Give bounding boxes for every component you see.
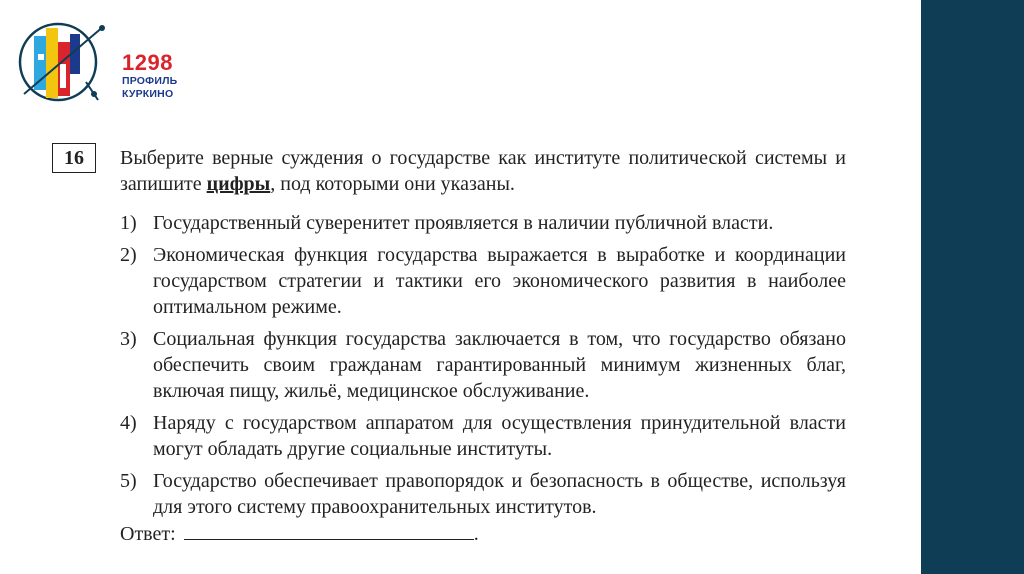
option-item	[120, 242, 846, 320]
option-text: Государственный суверенитет проявляется в наличии публичной власти.	[153, 212, 774, 234]
option-text: Наряду с государством аппаратом для осуществления принудительной власти могут обладать другие социальные институты.	[153, 412, 846, 460]
options-list	[120, 210, 846, 526]
logo-text	[122, 52, 177, 99]
question-emphasis: цифры	[206, 173, 271, 195]
option-item	[120, 210, 846, 236]
answer-label: Ответ:	[120, 523, 176, 545]
option-number: 4)	[120, 412, 137, 434]
side-panel	[921, 0, 1024, 574]
logo-line-2: КУРКИНО	[122, 87, 174, 100]
logo-emblem-icon	[14, 14, 114, 110]
question-text	[120, 145, 846, 197]
option-text: Государство обеспечивает правопорядок и безопасность в обществе, используя для этого систему правоохранительных институтов.	[153, 470, 846, 518]
option-number: 5)	[120, 470, 137, 492]
question-part-2: , под которыми они указаны.	[270, 173, 515, 195]
option-text: Экономическая функция государства выражается в выработке и координации государством стратегии и тактики его экономического развития в наиболее оптимальном режиме.	[153, 244, 846, 318]
option-number: 1)	[120, 212, 137, 234]
option-number: 2)	[120, 244, 137, 266]
answer-row	[120, 519, 479, 547]
option-text: Социальная функция государства заключается в том, что государство обязано обеспечить своим гражданам гарантированный минимум жизненных благ, включая пищу, жильё, медицинское обслуживание.	[153, 328, 846, 402]
option-item	[120, 326, 846, 404]
question-part-1: Выберите верные суждения о государстве как институте политической системы и запишите	[120, 147, 846, 195]
option-number: 3)	[120, 328, 137, 350]
school-logo	[14, 14, 184, 110]
logo-number: 1298	[122, 50, 173, 75]
option-item	[120, 468, 846, 520]
answer-blank	[184, 519, 474, 540]
answer-end: .	[473, 523, 479, 545]
logo-line-1: ПРОФИЛЬ	[122, 75, 178, 87]
task-number-box: 16	[52, 143, 96, 173]
option-item	[120, 410, 846, 462]
